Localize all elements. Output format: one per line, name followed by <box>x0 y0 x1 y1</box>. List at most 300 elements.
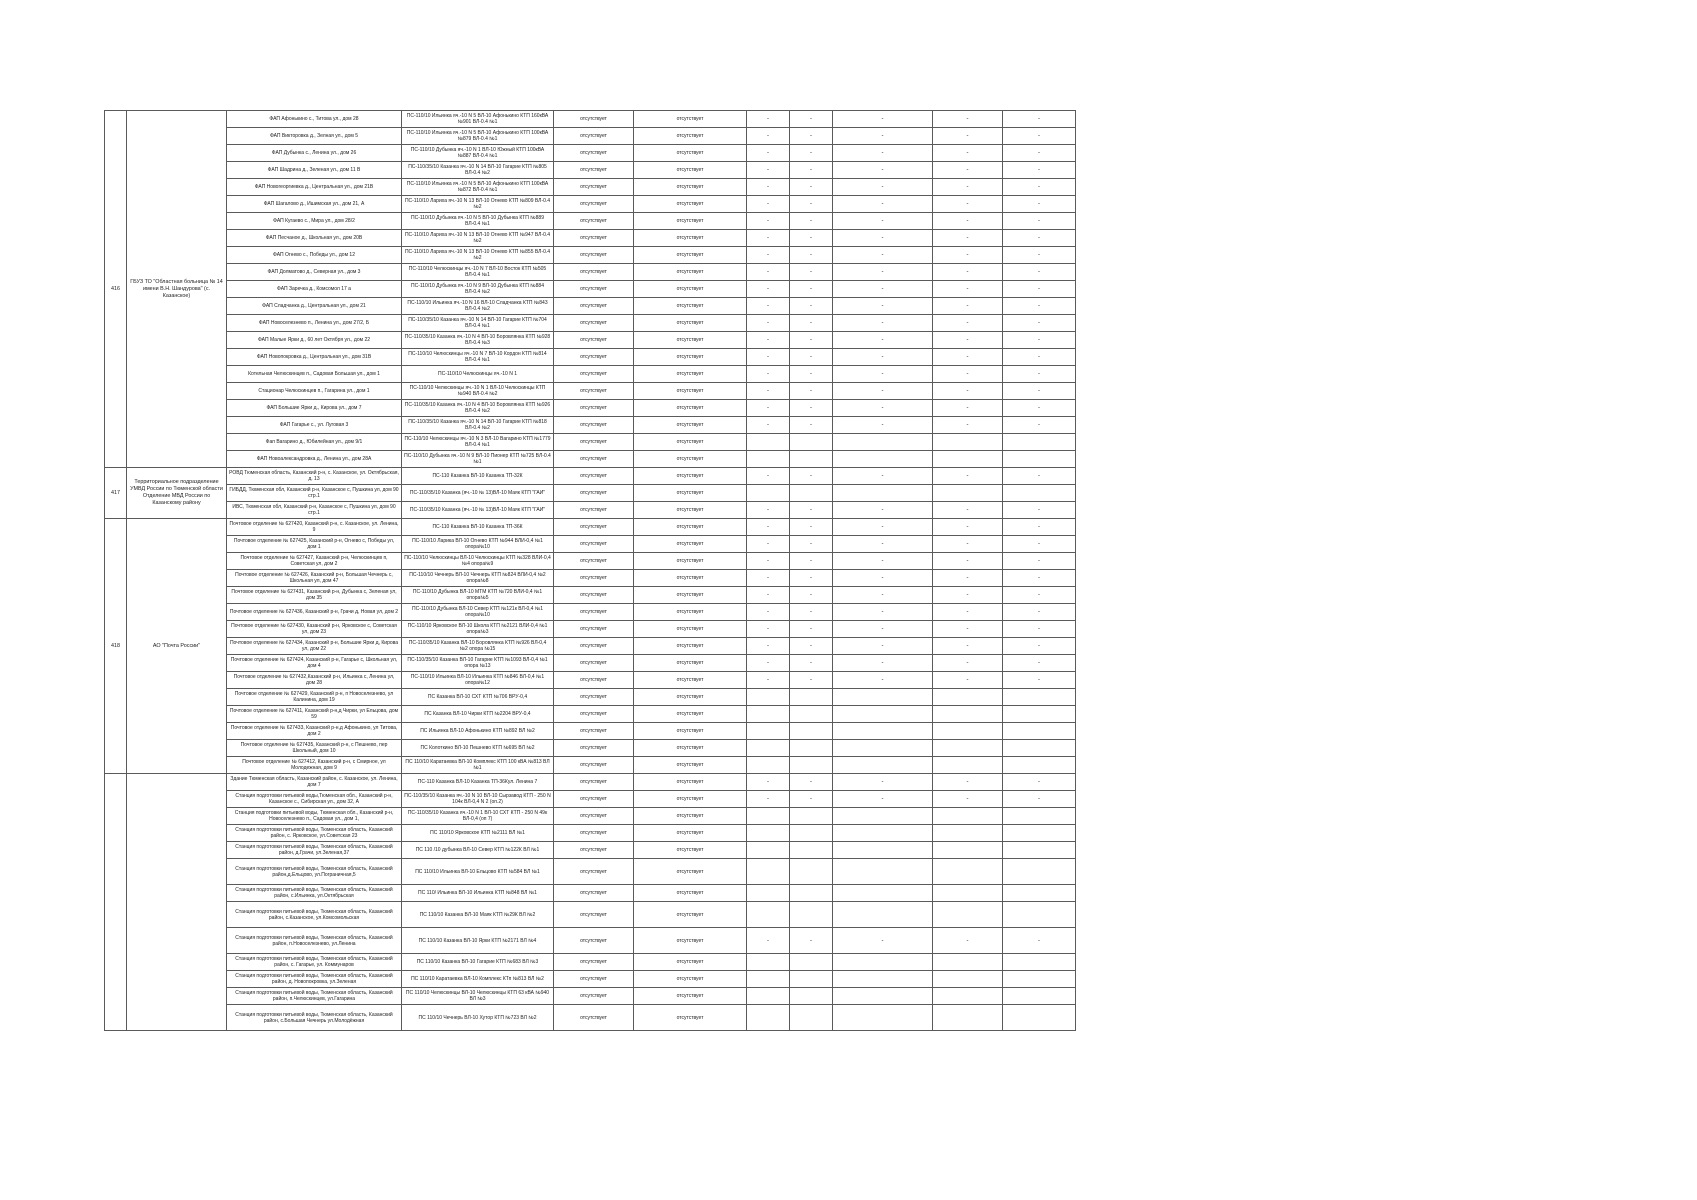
value-cell: - <box>790 298 833 315</box>
status-cell: отсутствует <box>634 570 747 587</box>
substation-cell: ПС 110/ Ильинка ВЛ-10 Ильинка КТП №848 ВЛ №1 <box>402 885 554 902</box>
value-cell: - <box>747 417 790 434</box>
organization-cell: Территориальное подразделение УМВД России по Тюменской области Отделение МВД России по Казанскому району <box>127 468 227 519</box>
value-cell: - <box>1003 587 1076 604</box>
status-cell: отсутствует <box>554 604 634 621</box>
status-cell: отсутствует <box>554 349 634 366</box>
objects-table <box>104 110 1076 1031</box>
value-cell: - <box>933 162 1003 179</box>
status-cell: отсутствует <box>554 757 634 774</box>
table-row <box>105 723 1076 740</box>
table-row <box>105 988 1076 1005</box>
value-cell: - <box>833 332 933 349</box>
value-cell: - <box>747 281 790 298</box>
substation-cell: ПС-110/10 Ильинка яч.-10 N 5 ВЛ-10 Афонькино КТП 160кВА №901 ВЛ-0.4 №1 <box>402 111 554 128</box>
object-address-cell: Станция подготовки питьевой воды, Тюменская область, Казанский район, с. Гагарье, ул. Коммунаров <box>227 954 402 971</box>
value-cell: - <box>933 128 1003 145</box>
value-cell: - <box>1003 417 1076 434</box>
value-cell: - <box>747 366 790 383</box>
substation-cell: ПС-110/35/10 Казанка (яч.-10 № 13)ВЛ-10 Маяк КТП "ГАИ" <box>402 502 554 519</box>
value-cell: - <box>747 928 790 954</box>
substation-cell: ПС 110/10 Ильинка ВЛ-10 Ельцово КТП №584 ВЛ №1 <box>402 859 554 885</box>
status-cell: отсутствует <box>634 349 747 366</box>
value-cell <box>933 842 1003 859</box>
value-cell: - <box>933 179 1003 196</box>
value-cell: - <box>790 349 833 366</box>
value-cell: - <box>933 791 1003 808</box>
status-cell: отсутствует <box>554 672 634 689</box>
value-cell: - <box>747 536 790 553</box>
substation-cell: ПС 110/10 Челюскинцы ВЛ-10 Челюскинцы КТП 63 кВА №940 ВЛ №3 <box>402 988 554 1005</box>
substation-cell: ПС-110/35/10 Казанка яч.-10 N 14 ВЛ-10 Гагарие КТП №704 ВЛ-0.4 №1 <box>402 315 554 332</box>
value-cell: - <box>833 638 933 655</box>
value-cell: - <box>1003 638 1076 655</box>
value-cell: - <box>747 655 790 672</box>
value-cell: - <box>933 281 1003 298</box>
status-cell: отсутствует <box>554 689 634 706</box>
value-cell: - <box>747 672 790 689</box>
status-cell: отсутствует <box>634 808 747 825</box>
status-cell: отсутствует <box>634 757 747 774</box>
status-cell: отсутствует <box>554 621 634 638</box>
value-cell: - <box>747 519 790 536</box>
value-cell: - <box>790 468 833 485</box>
value-cell <box>1003 954 1076 971</box>
value-cell: - <box>1003 196 1076 213</box>
value-cell: - <box>1003 383 1076 400</box>
substation-cell: ПС 110/10 Ярковское КТП №2111 ВЛ №1 <box>402 825 554 842</box>
value-cell: - <box>933 264 1003 281</box>
value-cell <box>1003 842 1076 859</box>
value-cell <box>933 485 1003 502</box>
substation-cell: ПС-110 Казанка ВЛ-10 Казанка ТП-32К <box>402 468 554 485</box>
value-cell <box>833 954 933 971</box>
value-cell <box>833 485 933 502</box>
value-cell: - <box>933 298 1003 315</box>
value-cell <box>833 825 933 842</box>
status-cell: отсутствует <box>554 638 634 655</box>
status-cell: отсутствует <box>634 902 747 928</box>
status-cell: отсутствует <box>634 383 747 400</box>
substation-cell: ПС-110/10 Челюскинцы яч.-10 N 1 <box>402 366 554 383</box>
value-cell: - <box>933 536 1003 553</box>
status-cell: отсутствует <box>634 162 747 179</box>
value-cell: - <box>1003 400 1076 417</box>
status-cell: отсутствует <box>634 885 747 902</box>
substation-cell: ПС-110/10 Дубынка ВЛ-10 МТМ КТП №720 ВЛИ-0,4 №1 опора№5 <box>402 587 554 604</box>
substation-cell: ПС-110/10 Ильинка ВЛ-10 Ильинка КТП №846 ВЛ-0,4 №1 опора№12 <box>402 672 554 689</box>
value-cell: - <box>833 502 933 519</box>
value-cell: - <box>1003 332 1076 349</box>
status-cell: отсутствует <box>634 281 747 298</box>
value-cell <box>790 842 833 859</box>
substation-cell: ПС 110/10 Каратаевка ВЛ-10 Комплекс КТп №813 ВЛ №2 <box>402 971 554 988</box>
value-cell <box>790 485 833 502</box>
status-cell: отсутствует <box>634 825 747 842</box>
object-address-cell: Почтовое отделение № 627430, Казанский р-н, Ярковское с, Советская ул, дом 23 <box>227 621 402 638</box>
status-cell: отсутствует <box>554 451 634 468</box>
value-cell <box>747 740 790 757</box>
value-cell: - <box>1003 179 1076 196</box>
value-cell: - <box>1003 128 1076 145</box>
table-row <box>105 638 1076 655</box>
value-cell: - <box>1003 570 1076 587</box>
table-row <box>105 417 1076 434</box>
status-cell: отсутствует <box>634 791 747 808</box>
status-cell: отсутствует <box>554 774 634 791</box>
substation-cell: ПС 110/10 Казанка ВЛ-10 Маяк КТП №29К ВЛ №2 <box>402 902 554 928</box>
value-cell <box>833 451 933 468</box>
status-cell: отсутствует <box>554 332 634 349</box>
substation-cell: ПС-110/10 Лариха яч.-10 N 13 ВЛ-10 Огнево КТП №809 ВЛ-0.4 №2 <box>402 196 554 213</box>
object-address-cell: ФАП Гагарье с., ул. Луговая 3 <box>227 417 402 434</box>
table-row <box>105 332 1076 349</box>
value-cell: - <box>1003 264 1076 281</box>
value-cell <box>833 808 933 825</box>
table-row <box>105 502 1076 519</box>
status-cell: отсутствует <box>554 298 634 315</box>
status-cell: отсутствует <box>634 971 747 988</box>
value-cell <box>933 740 1003 757</box>
value-cell <box>1003 808 1076 825</box>
value-cell: - <box>933 349 1003 366</box>
value-cell: - <box>1003 213 1076 230</box>
value-cell: - <box>833 247 933 264</box>
table-row <box>105 281 1076 298</box>
value-cell <box>933 706 1003 723</box>
status-cell: отсутствует <box>554 988 634 1005</box>
value-cell <box>1003 988 1076 1005</box>
value-cell: - <box>1003 928 1076 954</box>
table-row <box>105 825 1076 842</box>
object-address-cell: ФАП Сладчанка д., Центральная ул., дом 21 <box>227 298 402 315</box>
value-cell: - <box>1003 519 1076 536</box>
status-cell: отсутствует <box>634 842 747 859</box>
value-cell: - <box>833 230 933 247</box>
status-cell: отсутствует <box>554 902 634 928</box>
value-cell: - <box>1003 791 1076 808</box>
status-cell: отсутствует <box>634 672 747 689</box>
status-cell: отсутствует <box>634 553 747 570</box>
substation-cell: ПС-110/35/10 Казанка яч.-10 N 10 ВЛ-10 Сырзавод КТП - 250 N 104к ВЛ-0,4 N 2 (оп.2) <box>402 791 554 808</box>
value-cell: - <box>833 672 933 689</box>
status-cell: отсутствует <box>554 281 634 298</box>
value-cell <box>933 689 1003 706</box>
value-cell: - <box>933 928 1003 954</box>
table-row <box>105 179 1076 196</box>
value-cell: - <box>1003 655 1076 672</box>
value-cell: - <box>790 366 833 383</box>
value-cell: - <box>933 621 1003 638</box>
value-cell: - <box>833 468 933 485</box>
status-cell: отсутствует <box>634 859 747 885</box>
value-cell: - <box>933 553 1003 570</box>
document-sheet <box>104 110 1076 1031</box>
object-address-cell: Почтовое отделение № 627435, Казанский р-н, с Пешнево, пер Школьный, дом 10 <box>227 740 402 757</box>
substation-cell: ПС-110/10 Дубынка яч.-10 N 9 ВЛ-10 Пионер КТП №725 ВЛ-0.4 №1 <box>402 451 554 468</box>
substation-cell: ПС-110/35/10 Казанка яч.-10 N 1 ВЛ-10 СХТ КТП - 250 N 49к ВЛ-0,4 (оп 7) <box>402 808 554 825</box>
object-address-cell: ФАП Викторовка д., Зелная ул., дом 5 <box>227 128 402 145</box>
value-cell <box>933 1005 1003 1031</box>
organization-cell: ГБУЗ ТО "Областная больница № 14 имени В.Н. Шандурова" (с. Казанское) <box>127 111 227 468</box>
table-row <box>105 706 1076 723</box>
value-cell: - <box>1003 502 1076 519</box>
object-address-cell: Почтовое отделение № 627429, Казанский р-н, п Новоселезнево, ул Калинина, дом 19 <box>227 689 402 706</box>
object-address-cell: ФАП Новоалександровка д., Ленина ул., дом 28А <box>227 451 402 468</box>
value-cell: - <box>933 587 1003 604</box>
value-cell: - <box>747 111 790 128</box>
substation-cell: ПС-110/35/10 Казанка яч.-10 N 14 ВЛ-10 Гагарие КТП №805 ВЛ-0.4 №2 <box>402 162 554 179</box>
value-cell <box>747 971 790 988</box>
substation-cell: ПС-110/10 Челюскинцы яч.-10 N 7 ВЛ-10 Кордон КТП №814 ВЛ-0.4 №1 <box>402 349 554 366</box>
value-cell: - <box>1003 315 1076 332</box>
table-row <box>105 298 1076 315</box>
value-cell: - <box>833 264 933 281</box>
status-cell: отсутствует <box>554 315 634 332</box>
substation-cell: ПС 110 /10 дубынка ВЛ-10 Север КТП №122К ВЛ №1 <box>402 842 554 859</box>
value-cell <box>790 825 833 842</box>
value-cell <box>933 723 1003 740</box>
table-row <box>105 689 1076 706</box>
status-cell: отсутствует <box>554 825 634 842</box>
value-cell: - <box>833 383 933 400</box>
object-address-cell: Почтовое отделение № 627427, Казанский р-н, Челюскинцев п, Советская ул, дом 2 <box>227 553 402 570</box>
status-cell: отсутствует <box>554 536 634 553</box>
table-row <box>105 434 1076 451</box>
object-address-cell: Котельная Челюскинцев п., Садовая Большая ул., дом 1 <box>227 366 402 383</box>
value-cell: - <box>1003 111 1076 128</box>
status-cell: отсутствует <box>634 689 747 706</box>
status-cell: отсутствует <box>634 468 747 485</box>
substation-cell: ПС Колоткино ВЛ-10 Пешнево КТП №695 ВЛ №2 <box>402 740 554 757</box>
table-row <box>105 128 1076 145</box>
value-cell: - <box>933 111 1003 128</box>
substation-cell: ПС 110/10 Казанка ВЛ-10 Ярки КТП №2171 ВЛ №4 <box>402 928 554 954</box>
value-cell <box>790 859 833 885</box>
value-cell <box>790 808 833 825</box>
value-cell <box>790 434 833 451</box>
value-cell: - <box>790 604 833 621</box>
substation-cell: ПС-110/10 Челюскинцы яч.-10 N 7 ВЛ-10 Восток КТП №505 ВЛ-0.4 №1 <box>402 264 554 281</box>
object-address-cell: Почтовое отделение № 627433, Казанский р-н,д Афонькино, ул Титова, дом 2 <box>227 723 402 740</box>
table-row <box>105 213 1076 230</box>
value-cell <box>747 842 790 859</box>
value-cell: - <box>747 791 790 808</box>
value-cell: - <box>747 264 790 281</box>
status-cell: отсутствует <box>634 366 747 383</box>
object-address-cell: Почтовое отделение № 627411, Казанский р-н,д Чирки, ул Ельцова, дом 59 <box>227 706 402 723</box>
value-cell: - <box>747 587 790 604</box>
substation-cell: ПС Ильинка ВЛ-10 Афонькино КТП №892 ВЛ №2 <box>402 723 554 740</box>
substation-cell: ПС Казанка ВЛ-10 Чирки КТП №2204 ВРУ-0,4 <box>402 706 554 723</box>
status-cell: отсутствует <box>634 988 747 1005</box>
table-row <box>105 400 1076 417</box>
object-address-cell: Станция подготовки питьевой воды, Тюменская область, Казанский район, с.Ильинка, ул.Октябрьская <box>227 885 402 902</box>
value-cell <box>933 902 1003 928</box>
value-cell <box>1003 706 1076 723</box>
table-row <box>105 519 1076 536</box>
value-cell: - <box>1003 468 1076 485</box>
status-cell: отсутствует <box>634 706 747 723</box>
value-cell <box>833 757 933 774</box>
status-cell: отсутствует <box>634 723 747 740</box>
value-cell <box>790 757 833 774</box>
table-row <box>105 111 1076 128</box>
status-cell: отсутствует <box>554 111 634 128</box>
value-cell: - <box>933 604 1003 621</box>
value-cell <box>790 971 833 988</box>
value-cell: - <box>747 128 790 145</box>
substation-cell: ПС-110 Казанка ВЛ-10 Казанка ТП-36К <box>402 519 554 536</box>
value-cell: - <box>933 315 1003 332</box>
object-address-cell: ФАП Шадрина д., Зеленая ул., дом 11 В <box>227 162 402 179</box>
table-row <box>105 451 1076 468</box>
value-cell: - <box>833 366 933 383</box>
object-address-cell: ФАП Афонькино с., Титова ул., дом 28 <box>227 111 402 128</box>
value-cell <box>747 808 790 825</box>
object-address-cell: ФАП Большие Ярки д., Кирова ул., дом 7 <box>227 400 402 417</box>
value-cell <box>833 689 933 706</box>
object-address-cell: ФАП Долматово д., Северная ул., дом 3 <box>227 264 402 281</box>
table-row <box>105 655 1076 672</box>
object-address-cell: Почтовое отделение № 627424, Казанский р-н, Гагарье с, Школьная ул, дом 4 <box>227 655 402 672</box>
value-cell: - <box>790 519 833 536</box>
substation-cell: ПС 110/10 Чечнерь ВЛ-10 Хутор КТП №723 ВЛ №2 <box>402 1005 554 1031</box>
value-cell: - <box>790 791 833 808</box>
value-cell <box>933 434 1003 451</box>
status-cell: отсутствует <box>554 230 634 247</box>
table-row <box>105 196 1076 213</box>
value-cell <box>747 825 790 842</box>
value-cell: - <box>1003 162 1076 179</box>
object-address-cell: Станция подготовки питьевой воды, Тюменская область, Казанский район, с.Казанское, ул.Комсомольская <box>227 902 402 928</box>
value-cell <box>747 434 790 451</box>
status-cell: отсутствует <box>554 791 634 808</box>
value-cell: - <box>747 179 790 196</box>
status-cell: отсутствует <box>634 774 747 791</box>
object-address-cell: Стационар Челюскинцев п., Гагарина ул., дом 1 <box>227 383 402 400</box>
value-cell: - <box>933 213 1003 230</box>
substation-cell: ПС 110/10 Каратаевка ВЛ-10 Комплекс КТП 100 кВА №813 ВЛ №1 <box>402 757 554 774</box>
status-cell: отсутствует <box>634 145 747 162</box>
value-cell: - <box>790 264 833 281</box>
value-cell: - <box>933 247 1003 264</box>
status-cell: отсутствует <box>554 587 634 604</box>
object-address-cell: Почтовое отделение № 627420, Казанский р-н, с. Казанское, ул. Ленина, 9 <box>227 519 402 536</box>
value-cell: - <box>933 468 1003 485</box>
value-cell: - <box>790 247 833 264</box>
value-cell: - <box>833 587 933 604</box>
value-cell: - <box>833 536 933 553</box>
value-cell: - <box>833 298 933 315</box>
object-address-cell: ГИБДД, Тюменская обл, Казанский р-н, Казанское с, Пушкина ул, дом 90 стр.1 <box>227 485 402 502</box>
value-cell <box>1003 885 1076 902</box>
value-cell: - <box>933 230 1003 247</box>
value-cell <box>833 859 933 885</box>
value-cell: - <box>833 162 933 179</box>
value-cell <box>790 706 833 723</box>
object-address-cell: Почтовое отделение № 627436, Казанский р-н, Грачи д, Новая ул, дом 2 <box>227 604 402 621</box>
substation-cell: ПС-110/35/10 Казанка яч.-10 N 14 ВЛ-10 Гагарие КТП №818 ВЛ-0.4 №2 <box>402 417 554 434</box>
status-cell: отсутствует <box>554 928 634 954</box>
value-cell: - <box>747 774 790 791</box>
status-cell: отсутствует <box>634 451 747 468</box>
status-cell: отсутствует <box>554 740 634 757</box>
value-cell: - <box>933 400 1003 417</box>
value-cell: - <box>790 383 833 400</box>
status-cell: отсутствует <box>634 315 747 332</box>
status-cell: отсутствует <box>634 400 747 417</box>
value-cell: - <box>833 128 933 145</box>
value-cell: - <box>747 298 790 315</box>
object-address-cell: РОВД Тюменская область, Казанский р-н, с. Казанское, ул. Октябрьская, д. 13 <box>227 468 402 485</box>
table-row <box>105 757 1076 774</box>
value-cell: - <box>790 417 833 434</box>
object-address-cell: ФАП Дубынка с., Ленина ул., дом 26 <box>227 145 402 162</box>
value-cell: - <box>790 315 833 332</box>
substation-cell: ПС-110/10 Лариха яч.-10 N 13 ВЛ-10 Огнево КТП №947 ВЛ-0.4 №2 <box>402 230 554 247</box>
row-number-cell: 418 <box>105 519 127 774</box>
value-cell <box>833 740 933 757</box>
object-address-cell: ФАП Заречка д., Комсомол 17 а <box>227 281 402 298</box>
value-cell: - <box>1003 230 1076 247</box>
substation-cell: ПС-110/10 Челюскинцы ВЛ-10 Челюскинцы КТП №328 ВЛИ-0,4 №4 опора№9 <box>402 553 554 570</box>
value-cell: - <box>833 400 933 417</box>
status-cell: отсутствует <box>634 502 747 519</box>
status-cell: отсутствует <box>634 298 747 315</box>
table-row <box>105 366 1076 383</box>
value-cell: - <box>747 315 790 332</box>
table-row <box>105 621 1076 638</box>
value-cell: - <box>833 621 933 638</box>
object-address-cell: ФАП Кугаево с., Мира ул., дом 28/2 <box>227 213 402 230</box>
value-cell <box>747 902 790 928</box>
status-cell: отсутствует <box>554 264 634 281</box>
value-cell: - <box>933 638 1003 655</box>
value-cell: - <box>833 196 933 213</box>
status-cell: отсутствует <box>554 485 634 502</box>
value-cell: - <box>790 621 833 638</box>
value-cell <box>1003 902 1076 928</box>
status-cell: отсутствует <box>554 468 634 485</box>
object-address-cell: Станция подготовки питьевой воды,Тюменская обл., Казанский р-н, Казанское с., Сибирская ул., дом 32, А <box>227 791 402 808</box>
value-cell: - <box>747 162 790 179</box>
value-cell <box>747 451 790 468</box>
status-cell: отсутствует <box>554 808 634 825</box>
value-cell <box>747 859 790 885</box>
status-cell: отсутствует <box>554 128 634 145</box>
status-cell: отсутствует <box>554 859 634 885</box>
table-row <box>105 928 1076 954</box>
table-row <box>105 774 1076 791</box>
table-row <box>105 536 1076 553</box>
value-cell: - <box>790 774 833 791</box>
value-cell: - <box>833 349 933 366</box>
value-cell: - <box>790 553 833 570</box>
value-cell <box>790 740 833 757</box>
table-row <box>105 264 1076 281</box>
object-address-cell: Почтовое отделение № 627431, Казанский р-н, Дубынка с, Зеленая ул, дом 35 <box>227 587 402 604</box>
value-cell: - <box>747 400 790 417</box>
value-cell: - <box>933 502 1003 519</box>
value-cell <box>933 808 1003 825</box>
value-cell <box>747 706 790 723</box>
table-row <box>105 485 1076 502</box>
value-cell <box>790 451 833 468</box>
row-number-cell: 416 <box>105 111 127 468</box>
value-cell: - <box>790 281 833 298</box>
table-row <box>105 315 1076 332</box>
